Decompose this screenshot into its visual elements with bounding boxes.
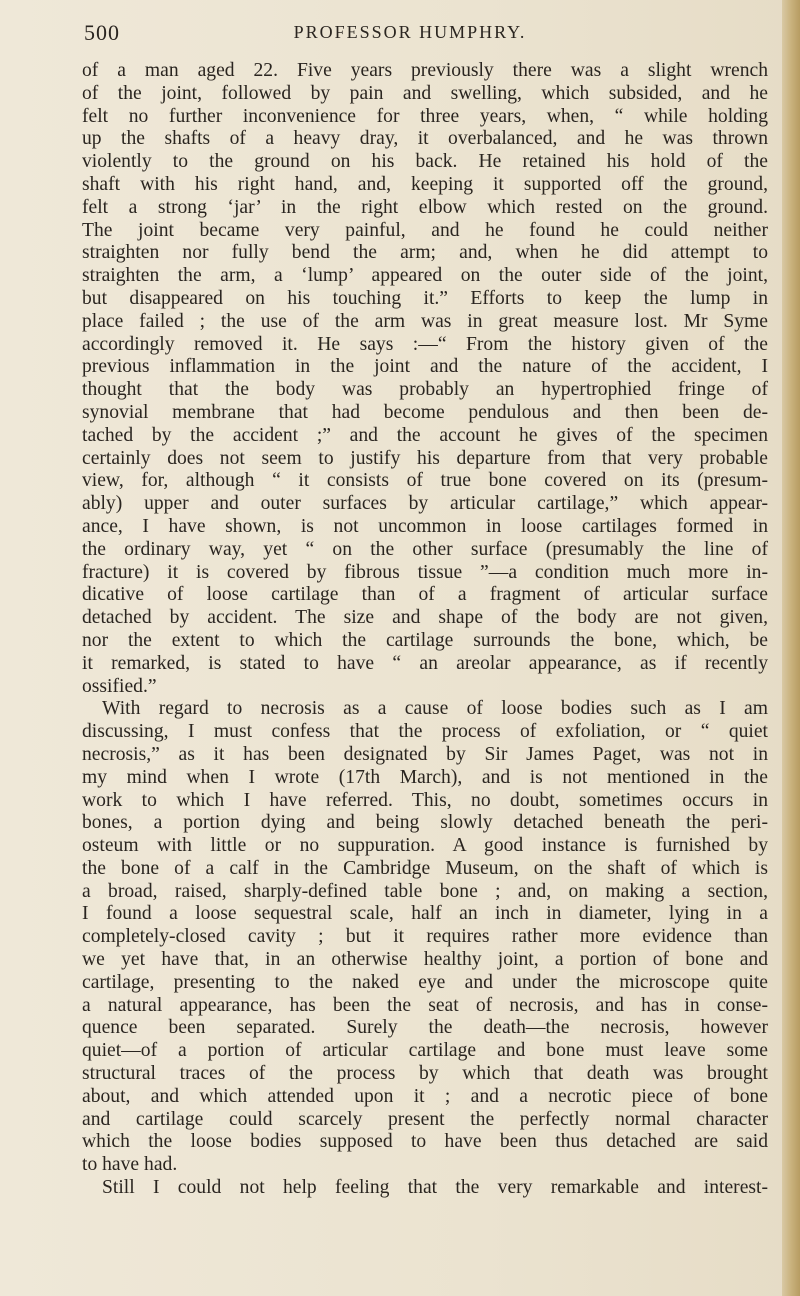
text-line: straighten the arm, a ‘lump’ appeared on the outer side of the joint, (82, 265, 768, 287)
text-line: place failed ; the use of the arm was in great measure lost. Mr Syme (82, 310, 768, 332)
text-line: certainly does not seem to justify his departure from that very probable (82, 447, 768, 469)
text-line: accordingly removed it. He says :—“ From the history given of the (82, 333, 768, 355)
body-text (82, 60, 768, 1200)
text-line: synovial membrane that had become pendulous and then been de- (82, 401, 768, 423)
page-header (80, 20, 760, 44)
text-line: which the loose bodies supposed to have been thus detached are said (82, 1131, 768, 1153)
text-line: my mind when I wrote (17th March), and is not mentioned in the (82, 766, 768, 788)
text-line: ance, I have shown, is not uncommon in loose cartilages formed in (82, 515, 768, 537)
text-line: quence been separated. Surely the death—the necrosis, however (82, 1017, 768, 1039)
text-line: thought that the body was probably an hypertrophied fringe of (82, 379, 768, 401)
text-line: up the shafts of a heavy dray, it overbalanced, and he was thrown (82, 128, 768, 150)
text-line: felt no further inconvenience for three years, when, “ while holding (82, 105, 768, 127)
text-line: the bone of a calf in the Cambridge Museum, on the shaft of which is (82, 857, 768, 879)
text-line: view, for, although “ it consists of true bone covered on its (presum- (82, 470, 768, 492)
text-line: With regard to necrosis as a cause of loose bodies such as I am (102, 698, 768, 720)
text-line: osteum with little or no suppuration. A good instance is furnished by (82, 835, 768, 857)
running-head: PROFESSOR HUMPHRY. (293, 22, 527, 42)
text-line: a broad, raised, sharply-defined table bone ; and, on making a section, (82, 880, 768, 902)
text-line: ably) upper and outer surfaces by articular cartilage,” which appear- (82, 493, 768, 515)
text-line: structural traces of the process by which that death was brought (82, 1063, 768, 1085)
text-line: quiet—of a portion of articular cartilage and bone must leave some (82, 1040, 768, 1062)
text-line: a natural appearance, has been the seat of necrosis, and has in conse- (82, 994, 768, 1016)
text-line: I found a loose sequestral scale, half an inch in diameter, lying in a (82, 903, 768, 925)
text-line: it remarked, is stated to have “ an areolar appearance, as if recently (82, 652, 768, 674)
text-line: tached by the accident ;” and the account he gives of the specimen (82, 424, 768, 446)
text-line: completely-closed cavity ; but it requires rather more evidence than (82, 926, 768, 948)
text-line: discussing, I must confess that the process of exfoliation, or “ quiet (82, 721, 768, 743)
text-line: detached by accident. The size and shape of the body are not given, (82, 607, 768, 629)
text-line: previous inflammation in the joint and the nature of the accident, I (82, 356, 768, 378)
text-line: of the joint, followed by pain and swelling, which subsided, and he (82, 82, 768, 104)
text-line: violently to the ground on his back. He retained his hold of the (82, 151, 768, 173)
text-line: The joint became very painful, and he found he could neither (82, 219, 768, 241)
text-line: shaft with his right hand, and, keeping it supported off the ground, (82, 173, 768, 195)
text-line: work to which I have referred. This, no doubt, sometimes occurs in (82, 789, 768, 811)
text-line: to have had. (82, 1154, 178, 1176)
text-line: Still I could not help feeling that the very remarkable and interest- (102, 1177, 768, 1199)
page-edge (782, 0, 800, 1296)
text-line: the ordinary way, yet “ on the other surface (presumably the line of (82, 538, 768, 560)
text-line: of a man aged 22. Five years previously there was a slight wrench (82, 60, 768, 81)
text-line: we yet have that, in an otherwise healthy joint, a portion of bone and (82, 949, 768, 971)
text-line: ossified.” (82, 675, 157, 697)
text-line: necrosis,” as it has been designated by Sir James Paget, was not in (82, 743, 768, 765)
text-line: nor the extent to which the cartilage surrounds the bone, which, be (82, 629, 768, 651)
page-number: 500 (84, 20, 120, 45)
text-line: about, and which attended upon it ; and a necrotic piece of bone (82, 1085, 768, 1107)
text-line: straighten nor fully bend the arm; and, when he did attempt to (82, 242, 768, 264)
text-line: felt a strong ‘jar’ in the right elbow which rested on the ground. (82, 196, 768, 218)
text-line: and cartilage could scarcely present the perfectly normal character (82, 1108, 768, 1130)
text-line: bones, a portion dying and being slowly detached beneath the peri- (82, 812, 768, 834)
text-line: fracture) it is covered by fibrous tissue ”—a condition much more in- (82, 561, 768, 583)
text-line: but disappeared on his touching it.” Efforts to keep the lump in (82, 287, 768, 309)
text-line: cartilage, presenting to the naked eye and under the microscope quite (82, 971, 768, 993)
text-line: dicative of loose cartilage than of a fragment of articular surface (82, 584, 768, 606)
